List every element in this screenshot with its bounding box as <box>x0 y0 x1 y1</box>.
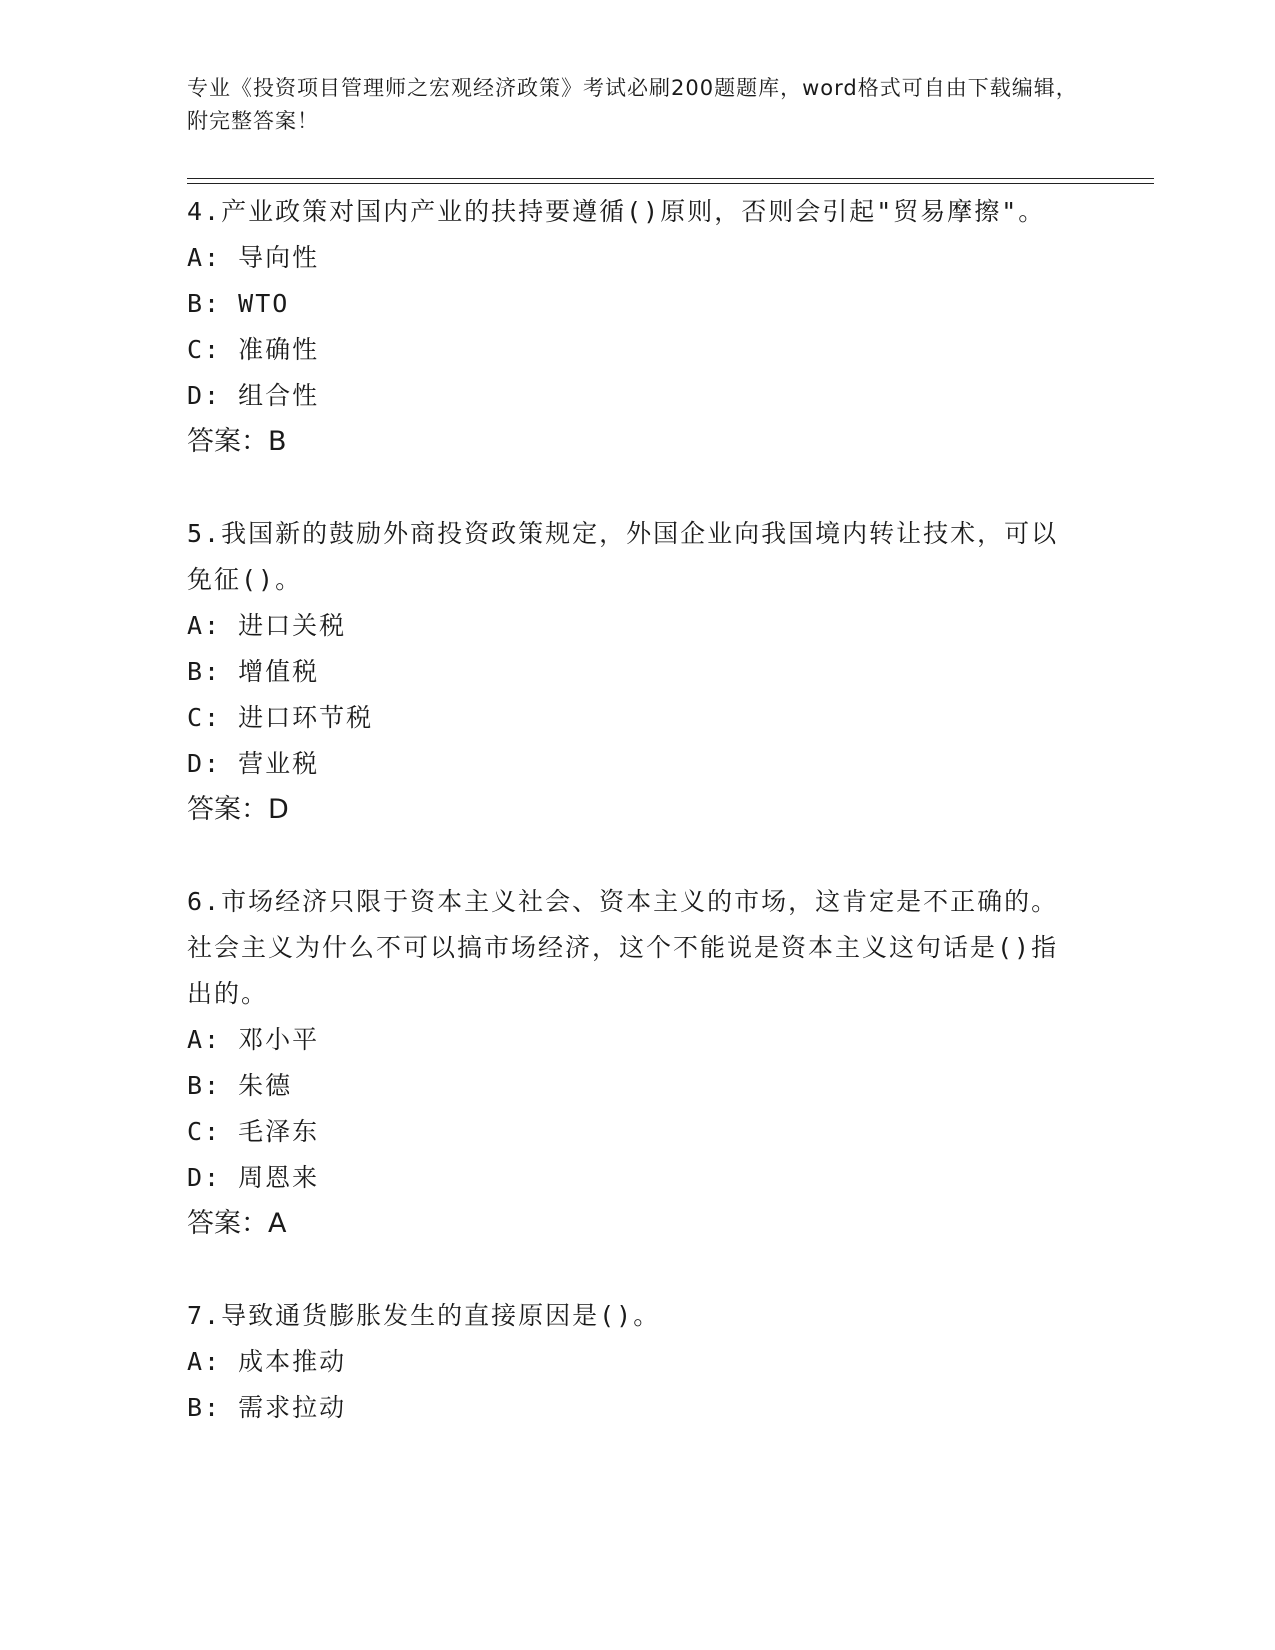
option-c: C: 进口环节税 <box>187 703 374 732</box>
option-a: A: 导向性 <box>187 243 320 272</box>
question-text: 4.产业政策对国内产业的扶持要遵循()原则，否则会引起"贸易摩擦"。 <box>187 197 1046 226</box>
question-text: 6.市场经济只限于资本主义社会、资本主义的市场，这肯定是不正确的。社会主义为什么不可以搞市场经济，这个不能说是资本主义这句话是()指出的。 <box>187 887 1059 1008</box>
option-d: D: 营业税 <box>187 749 320 778</box>
option-d: D: 周恩来 <box>187 1163 320 1192</box>
option-c: C: 毛泽东 <box>187 1117 320 1146</box>
option-b: B: WTO <box>187 289 290 318</box>
option-a: A: 进口关税 <box>187 611 347 640</box>
header-divider-top <box>187 178 1154 179</box>
answer-line: 答案：D <box>187 794 289 825</box>
question-5 <box>187 511 1067 833</box>
option-c: C: 准确性 <box>187 335 320 364</box>
document-header: 专业《投资项目管理师之宏观经济政策》考试必刷200题题库，word格式可自由下载编辑，附完整答案！ <box>187 76 1078 133</box>
question-text: 7.导致通货膨胀发生的直接原因是()。 <box>187 1301 661 1330</box>
question-7 <box>187 1293 1067 1431</box>
option-a: A: 成本推动 <box>187 1347 347 1376</box>
question-4 <box>187 189 1067 465</box>
header-divider-bottom <box>187 183 1154 184</box>
question-6 <box>187 879 1067 1247</box>
answer-line: 答案：B <box>187 426 287 457</box>
question-list <box>187 189 1067 1431</box>
option-a: A: 邓小平 <box>187 1025 320 1054</box>
option-b: B: 朱德 <box>187 1071 293 1100</box>
option-b: B: 需求拉动 <box>187 1393 347 1422</box>
option-b: B: 增值税 <box>187 657 320 686</box>
option-d: D: 组合性 <box>187 381 320 410</box>
question-text: 5.我国新的鼓励外商投资政策规定，外国企业向我国境内转让技术，可以免征()。 <box>187 519 1059 594</box>
answer-line: 答案：A <box>187 1208 287 1239</box>
